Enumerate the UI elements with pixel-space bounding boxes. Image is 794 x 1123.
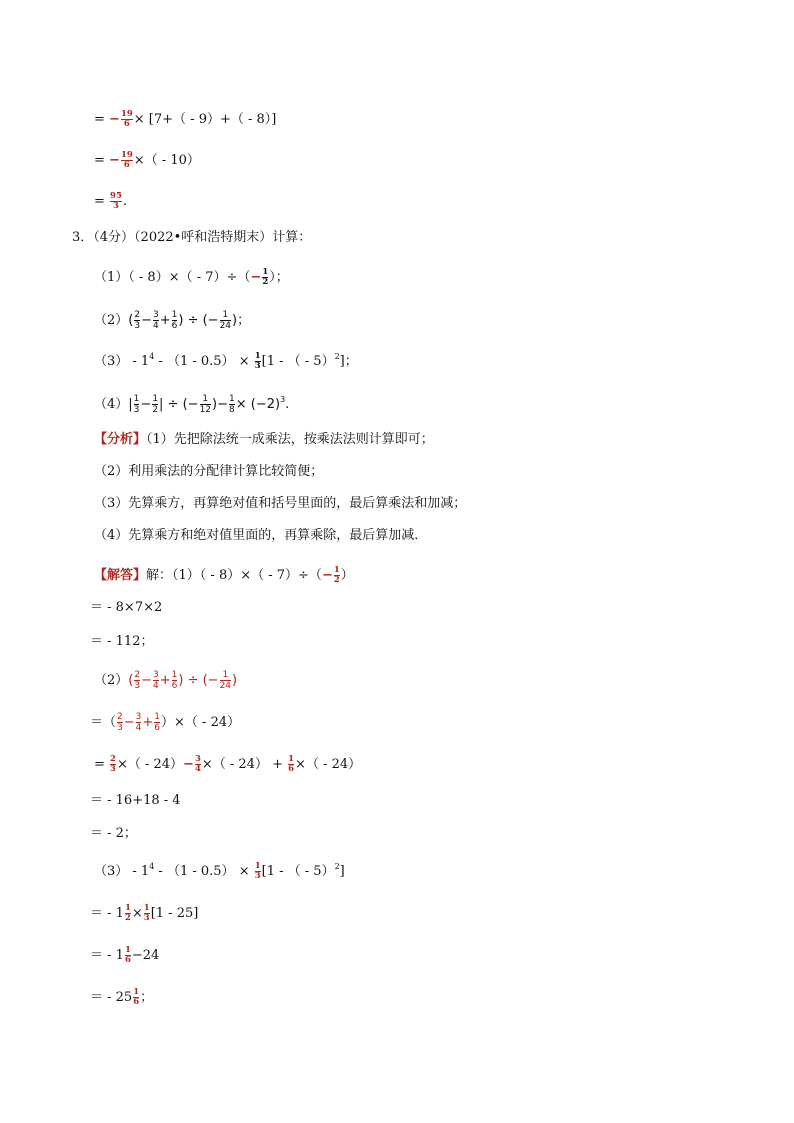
fraction bbox=[153, 670, 159, 691]
numerator: 1 bbox=[124, 903, 131, 913]
fraction bbox=[334, 566, 340, 585]
numerator: 1 bbox=[202, 394, 209, 404]
expression: ×（ - 24） bbox=[295, 757, 362, 772]
fraction bbox=[110, 755, 116, 774]
label: （2） bbox=[94, 313, 129, 328]
denominator: 4 bbox=[194, 764, 201, 774]
problem-part-1 bbox=[94, 268, 289, 287]
numerator: 1 bbox=[124, 945, 131, 955]
denominator: 2 bbox=[152, 405, 159, 415]
plus: + bbox=[159, 673, 171, 688]
expression: （1）（ - 8）×（ - 7）÷（ bbox=[94, 270, 251, 285]
denominator: 3 bbox=[254, 361, 261, 371]
expression: × [7+（ - 9）+（ - 8）] bbox=[133, 112, 277, 127]
equals: = bbox=[94, 194, 110, 209]
numerator: 1 bbox=[222, 670, 229, 680]
abs-bar: | bbox=[128, 397, 133, 412]
minus: − bbox=[321, 568, 333, 583]
denominator: 6 bbox=[288, 764, 295, 774]
denominator: 3 bbox=[110, 764, 116, 774]
fraction bbox=[229, 394, 235, 415]
fraction bbox=[134, 394, 140, 415]
expression: ＝ - 1 bbox=[90, 948, 124, 963]
minus: − bbox=[250, 270, 262, 285]
answer-line-1 bbox=[94, 566, 354, 585]
numerator: 1 bbox=[254, 861, 261, 871]
expression: [1 - （ - 5） bbox=[261, 864, 335, 879]
answer-3-line-3 bbox=[90, 946, 159, 965]
period: . bbox=[122, 194, 128, 209]
fraction bbox=[172, 310, 178, 331]
denominator: 6 bbox=[171, 681, 178, 691]
denominator: 2 bbox=[124, 913, 131, 923]
fraction bbox=[172, 670, 178, 691]
fraction bbox=[255, 862, 261, 881]
answer-tag: 【解答】 bbox=[94, 568, 147, 583]
equals: ＝（ bbox=[90, 715, 117, 730]
paren: ) bbox=[232, 313, 238, 328]
expression: ）×（ - 24） bbox=[161, 715, 241, 730]
denominator: 6 bbox=[171, 321, 178, 331]
minus: − bbox=[123, 715, 135, 730]
expression: [1 - （ - 5） bbox=[261, 354, 335, 369]
equals: = bbox=[94, 112, 110, 127]
denominator: 2 bbox=[262, 277, 269, 287]
expression-end: ） bbox=[340, 568, 354, 583]
expression: ×（ - 10） bbox=[133, 153, 200, 168]
denominator: 24 bbox=[219, 681, 232, 691]
fraction bbox=[136, 712, 142, 733]
denominator: 24 bbox=[219, 321, 232, 331]
minus: − bbox=[183, 757, 194, 772]
expression: （3） - 1 bbox=[94, 864, 150, 879]
exponent: 2 bbox=[334, 862, 340, 871]
exponent: 4 bbox=[149, 352, 155, 361]
numerator: 3 bbox=[194, 754, 201, 764]
fraction bbox=[255, 352, 261, 371]
numerator: 1 bbox=[171, 310, 178, 320]
analysis-text: （1）先把除法统一成乘法，按乘法法则计算即可； bbox=[146, 432, 434, 447]
fraction bbox=[134, 670, 140, 691]
divide: | ÷ (− bbox=[159, 397, 199, 412]
denominator: 12 bbox=[199, 405, 212, 415]
numerator: 3 bbox=[153, 310, 159, 320]
denominator: 8 bbox=[228, 405, 235, 415]
minus: − bbox=[109, 153, 120, 168]
denominator: 3 bbox=[134, 681, 141, 691]
numerator: 1 bbox=[171, 670, 178, 680]
answer-2-line-1 bbox=[94, 670, 237, 691]
fraction bbox=[153, 310, 159, 331]
analysis-line-1 bbox=[94, 432, 434, 448]
problem-title: 3．（4分）（2022•呼和浩特期末）计算： bbox=[72, 230, 312, 245]
expression: ＝ - 1 bbox=[90, 906, 124, 921]
numerator: 1 bbox=[154, 712, 161, 722]
denominator: 3 bbox=[133, 405, 140, 415]
analysis-tag: 【分析】 bbox=[94, 432, 147, 447]
numerator: 1 bbox=[222, 310, 229, 320]
numerator: 1 bbox=[143, 903, 150, 913]
denominator: 3 bbox=[110, 201, 122, 211]
numerator: 1 bbox=[288, 754, 295, 764]
fraction bbox=[195, 755, 201, 774]
paren: ) bbox=[232, 673, 238, 688]
calc-line-2 bbox=[94, 151, 200, 170]
numerator: 2 bbox=[117, 712, 123, 722]
plus: + bbox=[142, 715, 154, 730]
expression: （3） - 1 bbox=[94, 354, 150, 369]
fraction bbox=[154, 712, 160, 733]
numerator: 19 bbox=[120, 109, 133, 119]
times: × bbox=[131, 906, 143, 921]
denominator: 6 bbox=[121, 119, 133, 129]
expression: ＝ - 25 bbox=[90, 990, 133, 1005]
numerator: 1 bbox=[228, 394, 235, 404]
analysis-line-2: （2）利用乘法的分配律计算比较简便； bbox=[94, 464, 324, 479]
fraction bbox=[125, 904, 131, 923]
minus: − bbox=[109, 112, 120, 127]
denominator: 3 bbox=[143, 913, 150, 923]
numerator: 1 bbox=[254, 351, 261, 361]
numerator: 1 bbox=[262, 267, 269, 277]
paren: ( bbox=[128, 313, 134, 328]
answer-1-step-3: ＝ - 112； bbox=[90, 634, 154, 649]
denominator: 6 bbox=[124, 955, 131, 965]
minus: )− bbox=[212, 397, 228, 412]
fraction bbox=[152, 394, 158, 415]
answer-2-line-5: ＝ - 2； bbox=[90, 826, 137, 841]
expression-end: ] bbox=[339, 864, 345, 879]
minus: − bbox=[131, 948, 143, 963]
denominator: 4 bbox=[153, 321, 159, 331]
numerator: 3 bbox=[135, 712, 142, 722]
minus: − bbox=[140, 397, 152, 412]
problem-part-2 bbox=[94, 310, 250, 331]
denominator: 2 bbox=[333, 575, 340, 585]
denominator: 4 bbox=[135, 723, 142, 733]
fraction bbox=[125, 946, 131, 965]
answer-3-line-1 bbox=[94, 862, 345, 881]
paren: ( bbox=[128, 673, 134, 688]
numerator: 1 bbox=[133, 394, 140, 404]
answer-text: 解：（1）（ - 8）×（ - 7）÷（ bbox=[146, 568, 322, 583]
fraction bbox=[262, 268, 268, 287]
denominator: 6 bbox=[121, 160, 133, 170]
numerator: 2 bbox=[134, 310, 141, 320]
expression: - （1 - 0.5） × bbox=[154, 354, 254, 369]
answer-3-line-2 bbox=[90, 904, 198, 923]
analysis-line-3: （3）先算乘方，再算绝对值和括号里面的，最后算乘法和加减； bbox=[94, 496, 467, 511]
expression: 24 bbox=[142, 948, 160, 963]
denominator: 3 bbox=[117, 723, 123, 733]
fraction bbox=[117, 712, 123, 733]
answer-1-step-2: ＝ - 8×7×2 bbox=[90, 600, 163, 615]
denominator: 3 bbox=[134, 321, 141, 331]
divide: ) ÷ (− bbox=[178, 313, 219, 328]
calc-line-1 bbox=[94, 110, 276, 129]
answer-2-line-4: ＝ - 16+18 - 4 bbox=[90, 793, 181, 808]
label: （2） bbox=[94, 673, 129, 688]
fraction bbox=[121, 110, 133, 129]
denominator: 6 bbox=[154, 723, 161, 733]
answer-3-line-4 bbox=[90, 988, 153, 1007]
expression: - （1 - 0.5） × bbox=[154, 864, 254, 879]
plus: + bbox=[159, 313, 171, 328]
exponent: 2 bbox=[334, 352, 340, 361]
numerator: 1 bbox=[133, 987, 140, 997]
exponent: 4 bbox=[149, 862, 155, 871]
divide: ) ÷ (− bbox=[178, 673, 219, 688]
minus: − bbox=[141, 313, 152, 328]
equals: = bbox=[94, 757, 110, 772]
fraction bbox=[110, 192, 122, 211]
fraction bbox=[200, 394, 211, 415]
numerator: 2 bbox=[134, 670, 141, 680]
fraction bbox=[220, 670, 231, 691]
numerator: 1 bbox=[333, 565, 340, 575]
equals: = bbox=[94, 153, 110, 168]
fraction bbox=[220, 310, 231, 331]
fraction bbox=[121, 151, 133, 170]
numerator: 1 bbox=[152, 394, 159, 404]
problem-part-3 bbox=[94, 352, 358, 371]
semicolon: ； bbox=[237, 313, 251, 328]
expression-end: ）； bbox=[269, 270, 289, 285]
analysis-line-4: （4）先算乘方和绝对值里面的，再算乘除，最后算加减． bbox=[94, 528, 428, 543]
expression-end: ]； bbox=[339, 354, 358, 369]
denominator: 4 bbox=[153, 681, 159, 691]
power: × $(-2)^3$ bbox=[235, 395, 286, 412]
denominator: 6 bbox=[133, 997, 140, 1007]
expression: [1 - 25] bbox=[150, 906, 199, 921]
answer-2-line-2 bbox=[90, 712, 240, 733]
period: . bbox=[285, 397, 290, 412]
semicolon: ； bbox=[140, 990, 154, 1005]
label: （4） bbox=[94, 397, 129, 412]
fraction bbox=[134, 310, 140, 331]
numerator: 95 bbox=[110, 191, 122, 201]
numerator: 19 bbox=[120, 150, 133, 160]
expression: ×（ - 24） bbox=[116, 757, 184, 772]
answer-2-line-3 bbox=[94, 755, 361, 774]
fraction bbox=[144, 904, 150, 923]
fraction bbox=[288, 755, 294, 774]
minus: − bbox=[141, 673, 152, 688]
expression: ×（ - 24） + bbox=[201, 757, 288, 772]
problem-part-4 bbox=[94, 394, 289, 415]
numerator: 3 bbox=[153, 670, 159, 680]
denominator: 3 bbox=[254, 871, 261, 881]
fraction bbox=[133, 988, 139, 1007]
numerator: 2 bbox=[110, 754, 116, 764]
calc-line-3 bbox=[94, 192, 127, 211]
